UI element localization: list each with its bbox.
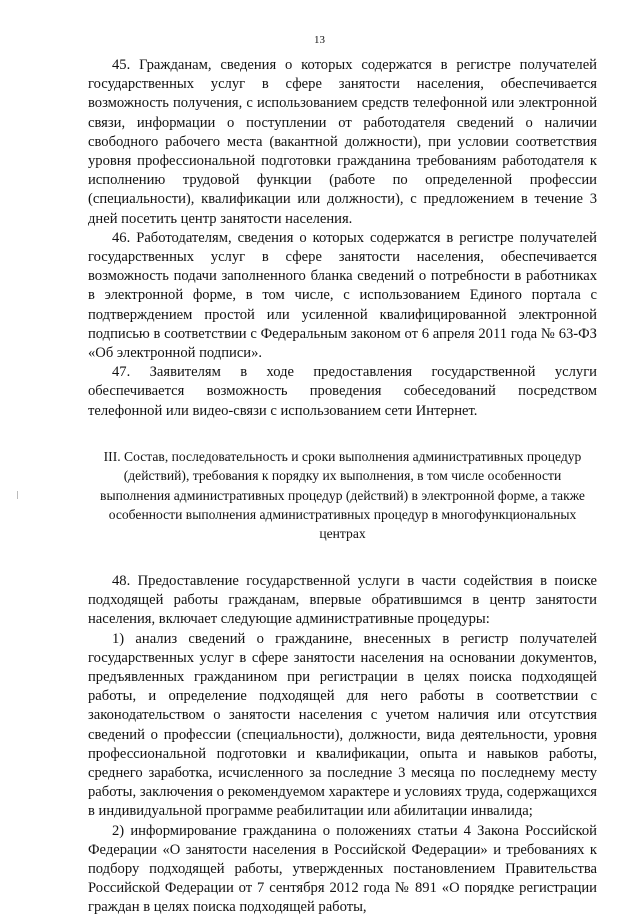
section-title: III. Состав, последовательность и сроки выполнения административных процедур (действий), требования к порядку их выполнения, в том числе особенности выполнения административных процедур (действий) в электронной форме, а также особенности выполнения административных процедур в многофункциональных центрах	[100, 448, 585, 542]
paragraph-48: 48. Предоставление государственной услуги в части содействия в поиске подходящей работы гражданам, впервые обратившимся в центр занятости населения, включает следующие административные процедуры:	[88, 572, 597, 628]
paragraph-45: 45. Гражданам, сведения о которых содержатся в регистре получателей государственных услуг в сфере занятости населения, обеспечивается возможность получения, с использованием средств телефонной или электронной связи, информации о поступлении от работодателя сведений о наличии свободного рабочего места (вакантной должности), при условии соответствия уровня профессиональной подготовки гражданина требованиям работодателя к исполнению трудовой функции (работе по определенной профессии (специальности), квалификации или должности), с предложением в течение 3 дней посетить центр занятости населения.	[88, 57, 597, 227]
paragraph-48-item-1: 1) анализ сведений о гражданине, внесенных в регистр получателей государственных услуг в сфере занятости населения на основании документов, предъявленных гражданином при регистрации в целях поиска подходящей работы, и определение подходящей для него работы в соответствии с законодательством о занятости населения с учетом наличия или отсутствия сведений о профессии (специальности), должности, вида деятельности, уровня профессиональной подготовки и квалификации, опыта и навыков работы, среднего заработка, исчисленного за последние 3 месяца по последнему месту работы, заключения о рекомендуемом характере и условиях труда, содержащихся в индивидуальной программе реабилитации или абилитации инвалида;	[88, 630, 597, 820]
page-number: 13	[314, 34, 325, 46]
paragraph-48-item-2: 2) информирование гражданина о положениях статьи 4 Закона Российской Федерации «О занятости населения в Российской Федерации» и требованиях к подбору подходящей работы, утвержденных постановлением Правительства Российской Федерации от 7 сентября 2012 года № 891 «О порядке регистрации граждан в целях поиска подходящей работы,	[88, 822, 597, 916]
document-body	[88, 56, 597, 918]
paragraph-46: 46. Работодателям, сведения о которых содержатся в регистре получателей государственных услуг в сфере занятости населения, обеспечивается возможность подачи заполненного бланка сведений о потребности в работниках в электронной форме, в том числе, с использованием Единого портала с подтверждением простой или усиленной квалифицированной электронной подписью в соответствии с Федеральным законом от 6 апреля 2011 года № 63-ФЗ «Об электронной подписи».	[88, 229, 597, 362]
margin-mark	[17, 491, 18, 499]
paragraph-47: 47. Заявителям в ходе предоставления государственной услуги обеспечивается возможность проведения собеседований посредством телефонной или видео-связи с использованием сети Интернет.	[88, 364, 597, 419]
